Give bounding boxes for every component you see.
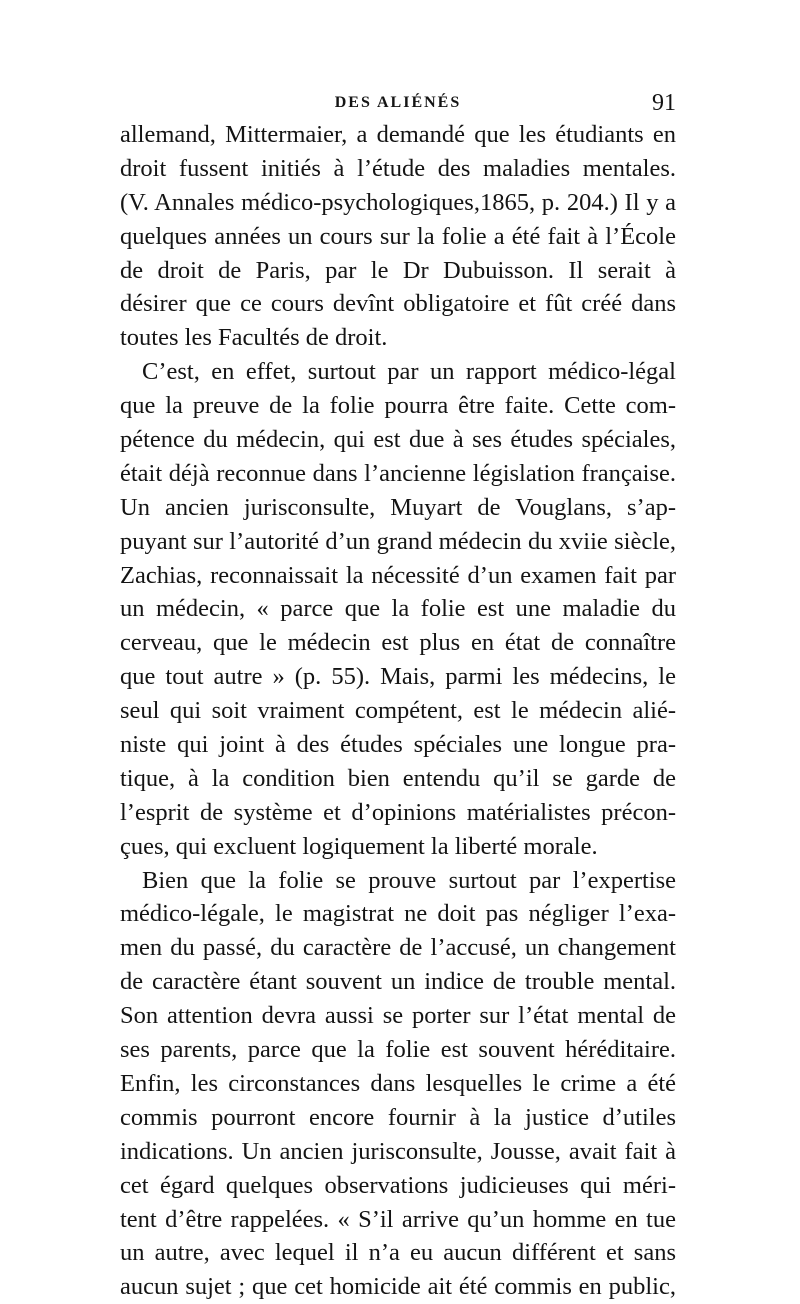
text-line: allemand, Mittermaier, a demandé que les étudiants en [120,121,676,148]
text-line: l’esprit de système et d’opinions matérialistes précon- [120,798,676,826]
text-line: que tout autre » (p. 55). Mais, parmi les médecins, le [120,663,676,691]
text-line: cet égard quelques observations judicieuses qui méri- [120,1171,676,1199]
text-line: seul qui soit vraiment compétent, est le médecin alié- [120,697,676,725]
text-line: tent d’être rappelées. « S’il arrive qu’un homme en tue [120,1205,676,1233]
text-line: toutes les Facultés de droit. [120,324,388,352]
text-line: niste qui joint à des études spéciales une longue pra- [120,731,676,759]
text-line: pétence du médecin, qui est due à ses études spéciales, [120,426,676,454]
text-line: C’est, en effet, surtout par un rapport médico-légal [142,358,676,386]
text-line: un autre, avec lequel il n’a eu aucun différent et sans [120,1239,676,1267]
text-line: Enfin, les circonstances dans lesquelles le crime a été [120,1069,676,1097]
text-line: commis pourront encore fournir à la justice d’utiles [120,1103,676,1131]
text-line: Zachias, reconnaissait la nécessité d’un examen fait par [120,561,676,589]
text-line: ses parents, parce que la folie est souvent héréditaire. [120,1036,676,1064]
text-line: men du passé, du caractère de l’accusé, un changement [120,934,676,962]
text-line: désirer que ce cours devînt obligatoire et fût créé dans [120,290,676,318]
text-line: tique, à la condition bien entendu qu’il se garde de [120,764,676,792]
text-line: Bien que la folie se prouve surtout par l’expertise [142,866,676,894]
text-line: Un ancien jurisconsulte, Muyart de Vouglans, s’ap- [120,493,676,521]
page-number: 91 [652,90,676,116]
text-line: médico-légale, le magistrat ne doit pas négliger l’exa- [120,900,676,928]
text-line: çues, qui excluent logiquement la liberté morale. [120,832,598,860]
text-line: (V. Annales médico-psychologiques,1865, p. 204.) Il y a [120,188,676,216]
text-line: aucun sujet ; que cet homicide ait été commis en public, [120,1273,676,1301]
text-line: indications. Un ancien jurisconsulte, Jousse, avait fait à [120,1137,676,1165]
text-line: un médecin, « parce que la folie est une maladie du [120,595,676,623]
text-line: droit fussent initiés à l’étude des maladies mentales. [120,154,676,182]
text-line: cerveau, que le médecin est plus en état de connaître [120,629,676,657]
text-line: Son attention devra aussi se porter sur l’état mental de [120,1002,676,1030]
text-line: était déjà reconnue dans l’ancienne législation française. [120,459,676,487]
text-line: de droit de Paris, par le Dr Dubuisson. Il serait à [120,256,676,284]
text-line: quelques années un cours sur la folie a été fait à l’École [120,222,676,250]
body-text [120,118,676,1304]
running-title: DES ALIÉNÉS [334,94,462,111]
text-line: puyant sur l’autorité d’un grand médecin du xviie siècle, [120,527,676,555]
text-line: que la preuve de la folie pourra être faite. Cette com- [120,392,676,420]
text-line: de caractère étant souvent un indice de trouble mental. [120,968,676,996]
